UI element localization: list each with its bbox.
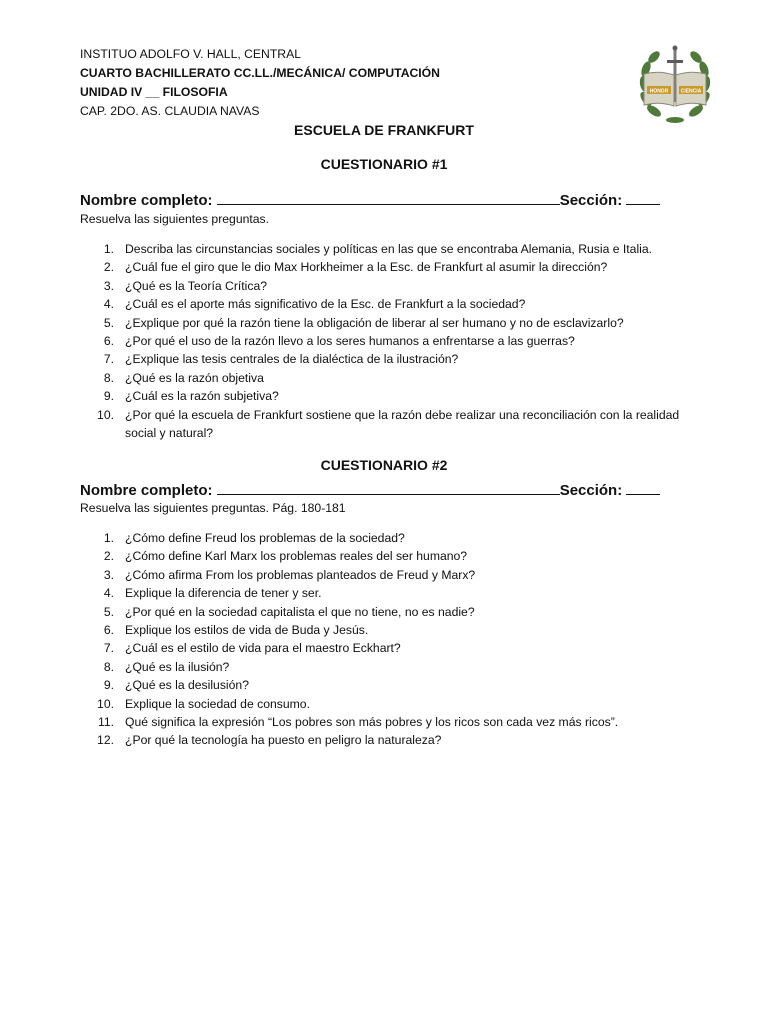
question-item (80, 277, 700, 295)
question-text: ¿Por qué en la sociedad capitalista el que no tiene, no es nadie? (125, 604, 475, 619)
question-number: 3. (103, 567, 114, 582)
name-blank-field[interactable] (217, 480, 560, 495)
question-item (80, 240, 700, 258)
question-text: ¿Cuál es el aporte más significativo de la Esc. de Frankfurt a la sociedad? (125, 297, 526, 312)
question-number: 2. (103, 260, 114, 275)
question-item (80, 258, 700, 276)
question-text: ¿Explique por qué la razón tiene la obligación de liberar al ser humano y no de esclavizarlo? (125, 315, 624, 330)
question-number: 11. (97, 715, 114, 730)
unit-line: UNIDAD IV __ FILOSOFIA (80, 85, 228, 99)
school-seal-logo (634, 44, 716, 126)
question-text: ¿Cuál fue el giro que le dio Max Horkheimer a la Esc. de Frankfurt al asumir la dirección? (125, 260, 608, 275)
question-item (80, 369, 700, 387)
question-item (80, 547, 700, 565)
question-text: ¿Explique las tesis centrales de la dialéctica de la ilustración? (125, 352, 459, 367)
question-text: ¿Cuál es el estilo de vida para el maestro Eckhart? (125, 641, 401, 656)
question-item (80, 566, 700, 584)
school-name: INSTITUO ADOLFO V. HALL, CENTRAL (80, 47, 302, 61)
quiz2-heading: CUESTIONARIO #2 (320, 457, 448, 473)
question-number: 7. (103, 352, 114, 367)
section-label: Sección: (559, 482, 623, 499)
seal-left-text: HONOR (649, 88, 669, 95)
question-text: Explique los estilos de vida de Buda y Jesús. (125, 623, 369, 638)
question-text: Qué significa la expresión “Los pobres son más pobres y los ricos son cada vez más ricos”. (125, 715, 619, 730)
section-blank-field[interactable] (626, 480, 660, 495)
question-number: 9. (103, 678, 114, 693)
question-item (80, 658, 700, 676)
document-header (80, 45, 440, 121)
question-item (80, 621, 700, 639)
question-number: 7. (103, 641, 114, 656)
question-number: 10. (97, 696, 114, 711)
quiz1-instruction: Resuelva las siguientes preguntas. (80, 212, 270, 226)
question-number: 1. (103, 242, 114, 256)
question-item (80, 603, 700, 621)
question-number: 6. (103, 623, 114, 638)
question-item (80, 295, 700, 313)
question-number: 9. (103, 389, 114, 404)
question-number: 5. (103, 315, 114, 330)
question-item (80, 584, 700, 602)
question-item (80, 332, 700, 350)
question-text: ¿Qué es la desilusión? (125, 678, 249, 693)
quiz2-instruction: Resuelva las siguientes preguntas. Pág. 180-181 (80, 501, 346, 515)
question-number: 12. (97, 733, 114, 748)
question-number: 8. (103, 659, 114, 674)
question-text: ¿Qué es la razón objetiva (125, 370, 264, 385)
question-item (80, 314, 700, 332)
quiz2-name-line (80, 480, 660, 499)
quiz1-name-line (80, 190, 660, 209)
question-item (80, 350, 700, 368)
question-item (80, 731, 700, 749)
name-blank-field[interactable] (217, 190, 560, 205)
question-number: 5. (103, 604, 114, 619)
question-item (80, 529, 700, 547)
section-label: Sección: (559, 192, 623, 209)
question-text: ¿Cómo afirma From los problemas planteados de Freud y Marx? (125, 567, 476, 582)
question-text: ¿Cómo define Freud los problemas de la sociedad? (125, 531, 405, 545)
seal-right-text: CIENCIA (680, 88, 702, 95)
quiz1-heading: CUESTIONARIO #1 (320, 156, 448, 172)
grade-line: CUARTO BACHILLERATO CC.LL./MECÁNICA/ COMPUTACIÓN (80, 66, 440, 80)
question-number: 4. (103, 297, 114, 312)
question-text: ¿Por qué la escuela de Frankfurt sostiene que la razón debe realizar una reconciliación con la realidad social y natural? (125, 407, 680, 441)
section-blank-field[interactable] (626, 190, 660, 205)
question-number: 3. (103, 278, 114, 293)
quiz1-question-list (80, 240, 700, 442)
question-text: Explique la diferencia de tener y ser. (125, 586, 322, 601)
question-number: 1. (103, 531, 114, 545)
question-text: Explique la sociedad de consumo. (125, 696, 310, 711)
question-text: ¿Por qué el uso de la razón llevo a los seres humanos a enfrentarse a las guerras? (125, 334, 575, 349)
question-text: ¿Cuál es la razón subjetiva? (125, 389, 279, 404)
question-text: ¿Por qué la tecnología ha puesto en peligro la naturaleza? (125, 733, 442, 748)
question-number: 10. (97, 407, 114, 422)
question-text: ¿Qué es la ilusión? (125, 659, 230, 674)
teacher-line: CAP. 2DO. AS. CLAUDIA NAVAS (80, 104, 260, 118)
document-title: ESCUELA DE FRANKFURT (294, 122, 474, 138)
question-text: ¿Cómo define Karl Marx los problemas reales del ser humano? (125, 549, 468, 564)
question-item (80, 639, 700, 657)
question-text: Describa las circunstancias sociales y políticas en las que se encontraba Alemania, Rusia e Italia. (125, 242, 653, 256)
question-item (80, 695, 700, 713)
question-number: 6. (103, 334, 114, 349)
question-item (80, 676, 700, 694)
question-item (80, 406, 700, 443)
name-label: Nombre completo: (80, 192, 213, 209)
question-number: 2. (103, 549, 114, 564)
question-number: 4. (103, 586, 114, 601)
name-label: Nombre completo: (80, 482, 213, 499)
question-number: 8. (103, 370, 114, 385)
quiz2-question-list (80, 529, 700, 750)
question-text: ¿Qué es la Teoría Crítica? (125, 278, 268, 293)
question-item (80, 387, 700, 405)
question-item (80, 713, 700, 731)
